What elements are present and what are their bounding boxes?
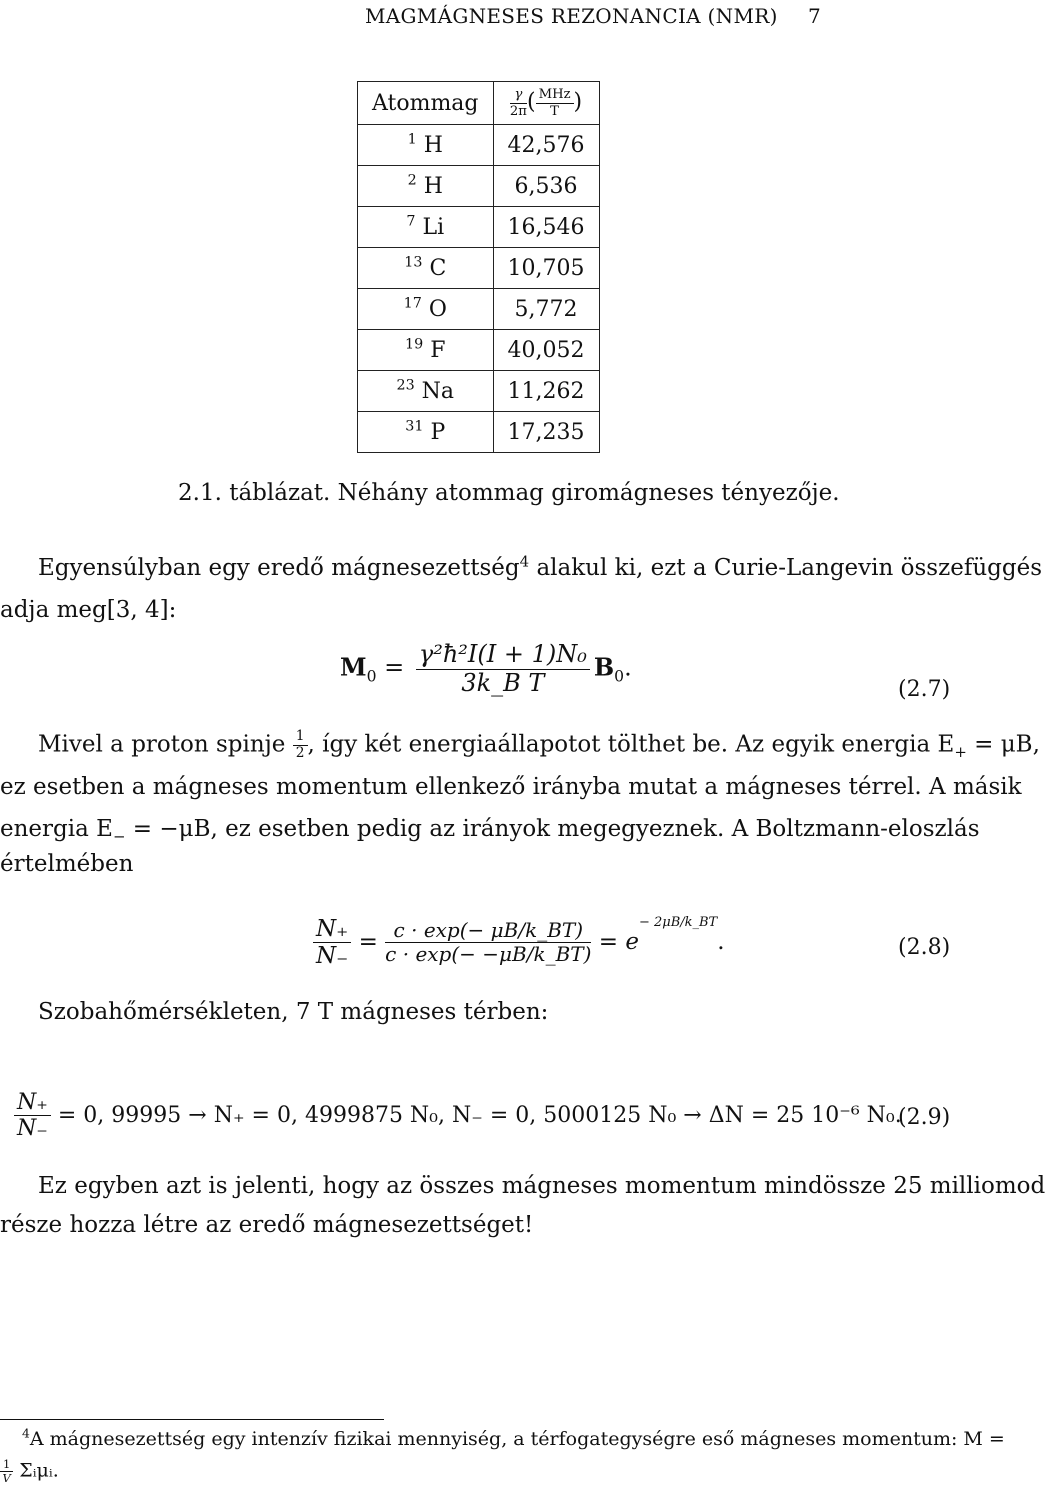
footnote-rule — [0, 1419, 384, 1420]
paragraph-room-temp: Szobahőmérsékleten, 7 T mágneses térben: — [38, 999, 549, 1025]
paragraph-spin-line3: energia $E_- = -\mu B$, ez esetben pedig az irányok megegyeznek. A Boltzmann-eloszlás — [0, 816, 980, 846]
column-header-nucleus: Atommag — [358, 82, 494, 125]
equation-2-9: $\frac{N_+}{N_-}$ = 0, 99995 → N₊ = 0, 4999875 N₀, N₋ = 0, 5000125 N₀ → ΔN = 25 10⁻⁶ N₀. — [14, 1090, 902, 1142]
paragraph-curie-line1: Egyensúlyban egy eredő mágnesezettség$^4$ alakul ki, ezt a Curie-Langevin összefüggés — [38, 552, 1043, 581]
equation-number-2-8: (2.8) — [898, 935, 951, 960]
table-row: $^7$ Li 16,546 — [358, 207, 600, 248]
footnote-mark: 4 — [519, 552, 530, 571]
footnote-line1: $^4$A mágnesezettség egy intenzív fizikai mennyiség, a térfogategységre eső mágneses momentum: M = — [22, 1426, 1005, 1450]
footnote-line2: $\frac{1}{V}$ Σᵢμᵢ. — [0, 1458, 59, 1485]
running-header — [365, 4, 778, 28]
paragraph-conclusion-line2: része hozza létre az eredő mágnesezettséget! — [0, 1212, 534, 1238]
paragraph-conclusion-line1: Ez egyben azt is jelenti, hogy az összes mágneses momentum mindössze 25 milliomod — [38, 1173, 1045, 1199]
equation-2-7: $M_0$ = $\frac{\text{γ²ħ²I(I + 1)N₀}}{\text{3k\_B T}}$ $B_0$. — [340, 640, 632, 697]
table-caption: 2.1. táblázat. Néhány atommag giromágneses tényezője. — [178, 480, 840, 506]
table-row: $^1$ H 42,576 — [358, 125, 600, 166]
table-row: $^2$ H 6,536 — [358, 166, 600, 207]
equation-number-2-7: (2.7) — [898, 677, 951, 702]
column-header-gamma: $\frac{\gamma}{2\pi}$ ( $\frac{\text{MHz}}{T}$ ) — [493, 82, 599, 125]
page-number: 7 — [808, 4, 822, 28]
gyromagnetic-table — [357, 81, 600, 453]
equation-number-2-9: (2.9) — [898, 1105, 951, 1130]
paragraph-spin-line4: értelmében — [0, 851, 134, 877]
paragraph-spin-line2: ez esetben a mágneses momentum ellenkező irányba mutat a mágneses térrel. A másik — [0, 774, 1022, 800]
header-title: MAGMÁGNESES REZONANCIA (NMR) — [365, 4, 778, 28]
equation-2-8: $\frac{N_+}{N_-}$ = $\frac{c \cdot \exp(- \mu B/k\_BT)}{c \cdot \exp(- -\mu B/k\_BT)}$ = $e^{- 2\mu B/k\_BT}$. — [313, 916, 725, 970]
paragraph-spin-line1: Mivel a proton spinje $\frac{1}{2}$ , így két energiaállapotot tölthet be. Az egyik energia $E_+ = \mu B$, — [38, 728, 1040, 761]
table-row: $^{19}$ F 40,052 — [358, 330, 600, 371]
paragraph-curie-line2: adja meg[3, 4]: — [0, 597, 177, 623]
table-row: $^{17}$ O 5,772 — [358, 289, 600, 330]
table-row: $^{23}$ Na 11,262 — [358, 371, 600, 412]
table-header-row — [358, 82, 600, 125]
table-row: $^{31}$ P 17,235 — [358, 412, 600, 453]
table-row: $^{13}$ C 10,705 — [358, 248, 600, 289]
